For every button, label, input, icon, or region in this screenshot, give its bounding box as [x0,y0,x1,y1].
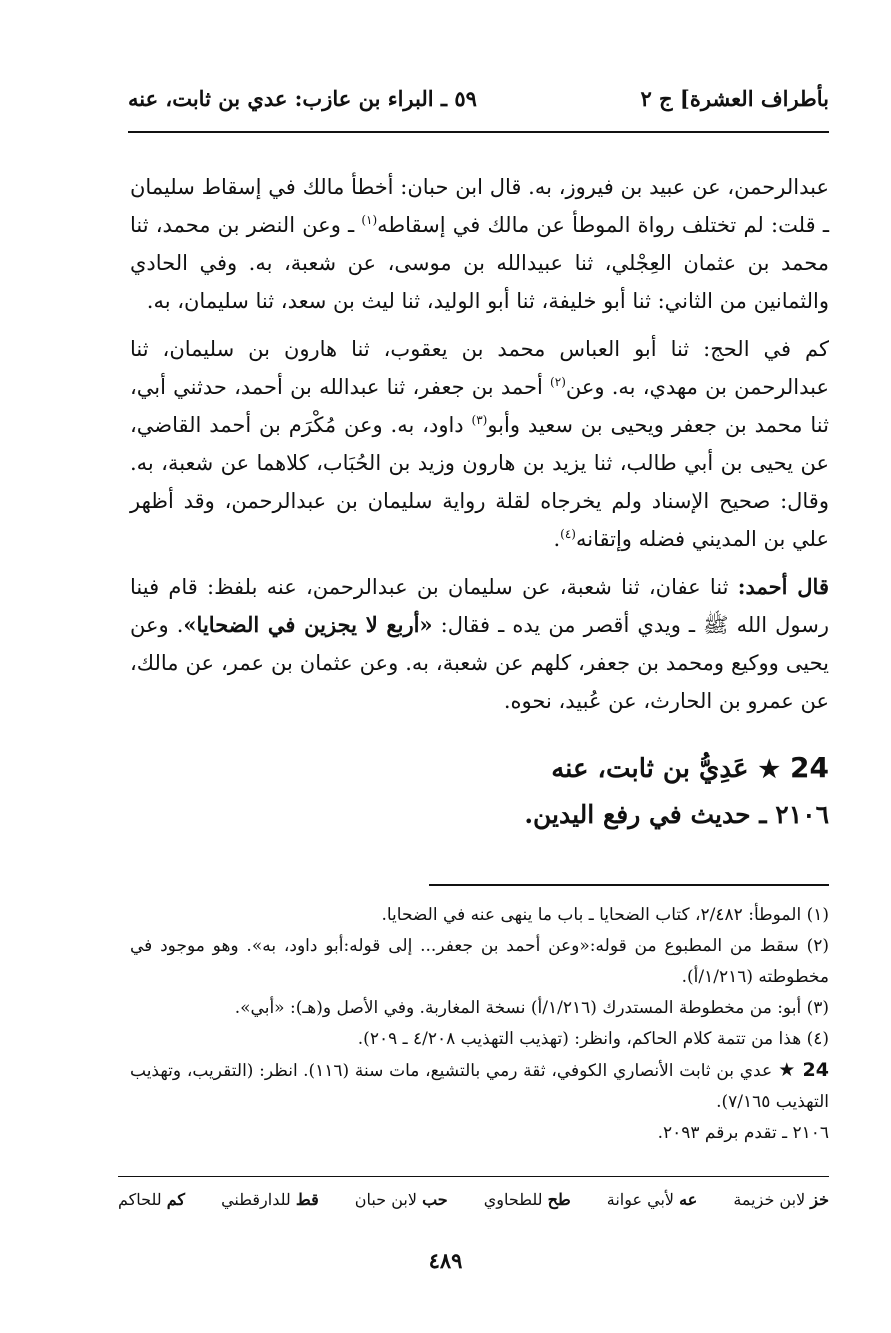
footnote-number: 24 ★ [777,1059,829,1081]
paragraph-3-lead: قال أحمد: [737,574,829,599]
footnote-text: أبو: من مخطوطة المستدرك (١/٢١٦/أ) نسخة المغاربة. وفي الأصل و(هـ): «أبي». [234,998,807,1018]
footnote-ref-1[interactable]: (١) [361,213,378,227]
paragraph-2-text-cont: أحمد بن جعفر، ثنا عبدالله بن أحمد، حدثني أبي، ثنا محمد بن جعفر ويحيى بن سعيد وأبو [130,375,829,437]
abbreviation-code: عه [679,1190,698,1209]
footnote-number: (١) [806,905,829,925]
abbreviation-name: للحاكم [118,1190,162,1209]
paragraph-1-text-cont: ـ وعن النضر بن محمد، ثنا محمد بن عثمان العِجْلي، ثنا عبيدالله بن موسى، عن شعبة، به. وفي الحادي والثمانين من الثاني: ثنا أبو خليفة، ثنا أبو الوليد، ثنا ليث بن سعد، ثنا سليمان، به. [130,213,829,313]
footnote-divider [429,884,829,886]
paragraph-3 [130,568,829,720]
running-header [128,86,829,111]
footnote-number: (٣) [806,998,829,1018]
abbreviation-item [733,1190,829,1209]
footnote-text: عدي بن ثابت الأنصاري الكوفي، ثقة رمي بالتشيع، مات سنة (١١٦). انظر: (التقريب، وتهذيب التهذيب ٧/١٦٥). [130,1061,829,1112]
paragraph-1-text: عبدالرحمن، عن عبيد بن فيروز، به. قال ابن حبان: أخطأ مالك في إسقاط سليمان ـ قلت: لم تختلف رواة الموطأ عن مالك في إسقاطه [130,175,829,237]
paragraph-3-text-cont: . وعن يحيى ووكيع ومحمد بن جعفر، كلهم عن شعبة، به. وعن عثمان بن عمر، عن مالك، عن عمرو بن الحارث، عن عُبيد، نحوه. [130,613,829,713]
footnote-text: هذا من تتمة كلام الحاكم، وانظر: (تهذيب التهذيب ٤/٢٠٨ ـ ٢٠٩). [357,1029,807,1049]
abbreviation-code: حب [422,1190,448,1209]
footnote-number: (٢) [806,936,829,956]
entry-number: 24 [790,751,829,784]
abbreviation-item [355,1190,448,1209]
footnote-text: سقط من المطبوع من قوله:«وعن أحمد بن جعفر... إلى قوله:أبو داود، به». وهو موجود في مخطوطته (١/٢١٦/أ). [130,936,829,987]
hadith-quote: «أربع لا يجزين في الضحايا» [183,612,433,637]
abbreviation-name: لأبي عوانة [606,1190,675,1209]
abbreviation-item [118,1190,185,1209]
footnote-2106 [130,1118,829,1149]
footnote-text: ـ تقدم برقم ٢٠٩٣. [657,1123,793,1143]
paragraph-1 [130,168,829,320]
entry-name: عَدِيُّ بن ثابت، عنه [551,754,749,784]
footnote-number: ٢١٠٦ [792,1123,829,1143]
abbreviation-code: قط [295,1190,319,1209]
abbreviations-key [118,1190,829,1209]
header-divider [128,131,829,133]
abbreviations-divider [118,1176,829,1177]
paragraph-2-text-cont2: داود، به. وعن مُكْرَم بن أحمد القاضي، عن يحيى بن أبي طالب، ثنا يزيد بن هارون وزيد بن الحُبَاب، كلاهما عن شعبة، به. وقال: صحيح الإسناد ولم يخرجاه لقلة رواية سليمان بن عبدالرحمن، وقد أظهر علي بن المديني فضله وإتقانه [130,413,829,551]
abbreviation-code: كم [166,1190,186,1209]
footnote-3 [130,993,829,1024]
footnotes [130,900,829,1149]
footnote-entry-24 [130,1055,829,1118]
footnote-text: الموطأ: ٢/٤٨٢، كتاب الضحايا ـ باب ما ينهى عنه في الضحايا. [381,905,807,925]
hadith-heading: ٢١٠٦ ـ حديث في رفع اليدين. [524,800,829,829]
paragraph-3-text: ثنا عفان، ثنا شعبة، عن سليمان بن عبدالرحمن، عنه بلفظ: قام فينا رسول الله ﷺ ـ ويدي أقصر من يده ـ فقال: [130,575,829,637]
abbreviation-item [484,1190,571,1209]
main-text [130,168,829,835]
abbreviation-name: لابن خزيمة [733,1190,806,1209]
abbreviation-code: خز [810,1190,829,1209]
abbreviation-item [607,1190,698,1209]
footnote-ref-2[interactable]: (٢) [550,375,566,389]
footnote-1 [130,900,829,931]
narrator-entry-heading [130,746,829,791]
abbreviation-name: للدارقطني [221,1190,291,1209]
abbreviation-name: لابن حبان [354,1190,417,1209]
abbreviation-item [221,1190,319,1209]
footnote-ref-3[interactable]: (٣) [471,413,488,427]
footnote-number: (٤) [806,1029,829,1049]
header-title: بأطراف العشرة] ج ٢ [640,86,829,111]
paragraph-2-text: كم في الحج: ثنا أبو العباس محمد بن يعقوب، ثنا هارون بن سليمان، ثنا عبدالرحمن بن مهدي، به. وعن [130,337,830,399]
header-section: ٥٩ ـ البراء بن عازب: عدي بن ثابت، عنه [128,86,477,111]
abbreviation-code: طح [547,1190,571,1209]
star-icon: ★ [758,754,781,783]
paragraph-2-text-end: . [553,527,561,551]
paragraph-2 [130,330,829,558]
footnote-ref-4[interactable]: (٤) [560,527,576,541]
abbreviation-name: للطحاوي [483,1190,543,1209]
footnote-4 [130,1024,829,1055]
footnote-2 [130,931,829,993]
page-number: ٤٨٩ [428,1248,463,1273]
